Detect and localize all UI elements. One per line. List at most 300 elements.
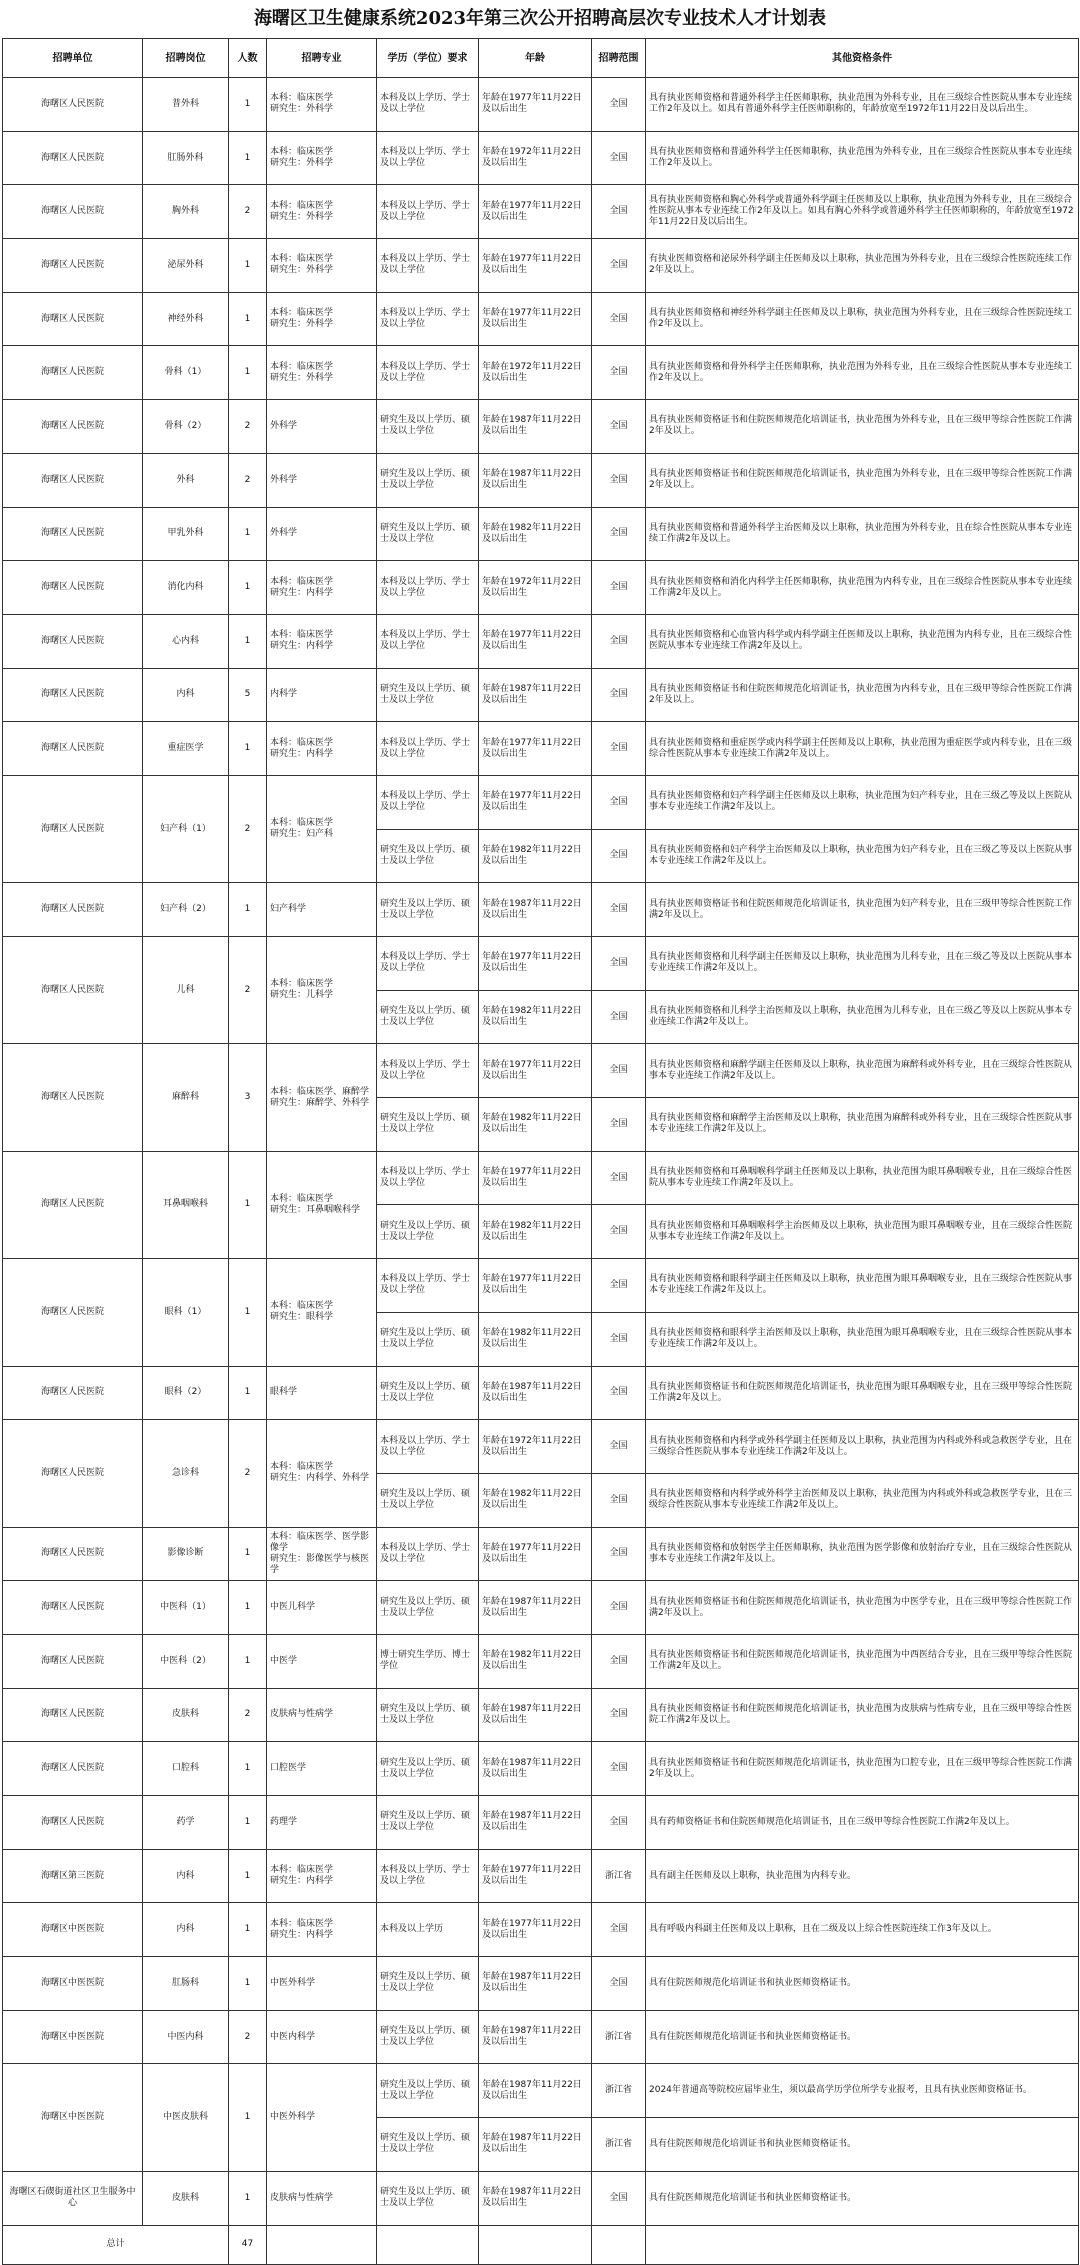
cell-major: 本科：临床医学、医学影像学 研究生：影像医学与核医学 xyxy=(267,1527,377,1581)
cell-major: 本科：临床医学 研究生：内科学 xyxy=(267,722,377,776)
cell-count: 1 xyxy=(229,131,267,185)
cell-education: 本科及以上学历、学士及以上学位 xyxy=(377,775,479,829)
cell-age: 年龄在1977年11月22日及以后出生 xyxy=(479,722,592,776)
cell-count: 2 xyxy=(229,400,267,454)
cell-conditions: 具有执业医师资格和妇产科学主治医师及以上职称，执业范围为妇产科专业，且在三级乙等及以上医院从事本专业连续工作满2年及以上。 xyxy=(646,829,1079,883)
cell-position: 甲乳外科 xyxy=(143,507,229,561)
cell-position: 皮肤科 xyxy=(143,1688,229,1742)
cell-major: 本科：临床医学 研究生：外科学 xyxy=(267,239,377,293)
col-header-major: 招聘专业 xyxy=(267,39,377,78)
cell-scope: 全国 xyxy=(592,1420,646,1474)
cell-position: 消化内科 xyxy=(143,561,229,615)
cell-conditions: 具有执业医师资格证书和住院医师规范化培训证书，执业范围为中西医结合专业，且在三级甲等综合性医院工作满2年及以上。 xyxy=(646,1634,1079,1688)
cell-education: 本科及以上学历、学士及以上学位 xyxy=(377,78,479,132)
cell-age: 年龄在1982年11月22日及以后出生 xyxy=(479,829,592,883)
cell-position: 中医科（1） xyxy=(143,1581,229,1635)
cell-unit: 海曙区人民医院 xyxy=(3,453,143,507)
table-row xyxy=(3,1259,1079,1313)
cell-unit: 海曙区人民医院 xyxy=(3,1742,143,1796)
cell-education: 本科及以上学历 xyxy=(377,1903,479,1957)
cell-age: 年龄在1982年11月22日及以后出生 xyxy=(479,1312,592,1366)
cell-scope: 全国 xyxy=(592,1634,646,1688)
cell-scope: 全国 xyxy=(592,668,646,722)
cell-age: 年龄在1987年11月22日及以后出生 xyxy=(479,883,592,937)
cell-count: 1 xyxy=(229,1151,267,1258)
table-row xyxy=(3,2010,1079,2064)
cell-major: 本科：临床医学 研究生：内科学 xyxy=(267,561,377,615)
cell-unit: 海曙区中医医院 xyxy=(3,2064,143,2171)
cell-education: 研究生及以上学历、硕士及以上学位 xyxy=(377,1581,479,1635)
cell-major: 中医儿科学 xyxy=(267,1581,377,1635)
cell-count: 1 xyxy=(229,1634,267,1688)
cell-unit: 海曙区人民医院 xyxy=(3,1259,143,1366)
cell-education: 本科及以上学历、学士及以上学位 xyxy=(377,1849,479,1903)
cell-major: 本科：临床医学 研究生：外科学 xyxy=(267,185,377,239)
cell-count: 1 xyxy=(229,507,267,561)
recruitment-table xyxy=(2,38,1079,2265)
cell-scope: 全国 xyxy=(592,1527,646,1581)
cell-major: 中医内科学 xyxy=(267,2010,377,2064)
cell-position: 急诊科 xyxy=(143,1420,229,1527)
cell-unit: 海曙区人民医院 xyxy=(3,561,143,615)
cell-count: 1 xyxy=(229,346,267,400)
cell-age: 年龄在1987年11月22日及以后出生 xyxy=(479,2118,592,2172)
cell-scope: 全国 xyxy=(592,185,646,239)
cell-count: 1 xyxy=(229,1903,267,1957)
cell-age: 年龄在1987年11月22日及以后出生 xyxy=(479,2064,592,2118)
cell-count: 2 xyxy=(229,185,267,239)
cell-unit: 海曙区人民医院 xyxy=(3,668,143,722)
cell-count: 1 xyxy=(229,614,267,668)
cell-education: 研究生及以上学历、硕士及以上学位 xyxy=(377,1205,479,1259)
cell-unit: 海曙区人民医院 xyxy=(3,1796,143,1850)
table-row xyxy=(3,78,1079,132)
col-header-position: 招聘岗位 xyxy=(143,39,229,78)
cell-education: 研究生及以上学历、硕士及以上学位 xyxy=(377,1473,479,1527)
cell-scope: 全国 xyxy=(592,937,646,991)
cell-position: 内科 xyxy=(143,668,229,722)
cell-education: 研究生及以上学历、硕士及以上学位 xyxy=(377,400,479,454)
cell-count: 1 xyxy=(229,1259,267,1366)
cell-scope: 全国 xyxy=(592,1366,646,1420)
col-header-count: 人数 xyxy=(229,39,267,78)
cell-count: 2 xyxy=(229,1688,267,1742)
cell-unit: 海曙区人民医院 xyxy=(3,1420,143,1527)
cell-position: 药学 xyxy=(143,1796,229,1850)
cell-major: 本科：临床医学 研究生：儿科学 xyxy=(267,937,377,1044)
table-row xyxy=(3,722,1079,776)
col-header-unit: 招聘单位 xyxy=(3,39,143,78)
cell-major: 眼科学 xyxy=(267,1366,377,1420)
cell-scope: 全国 xyxy=(592,1581,646,1635)
cell-position: 内科 xyxy=(143,1903,229,1957)
cell-scope: 全国 xyxy=(592,346,646,400)
cell-age: 年龄在1987年11月22日及以后出生 xyxy=(479,668,592,722)
cell-conditions: 具有执业医师资格和妇产科学副主任医师及以上职称，执业范围为妇产科专业，且在三级乙等及以上医院从事本专业连续工作满2年及以上。 xyxy=(646,775,1079,829)
table-row xyxy=(3,507,1079,561)
cell-major: 本科：临床医学 研究生：内科学 xyxy=(267,614,377,668)
cell-scope: 全国 xyxy=(592,722,646,776)
table-row xyxy=(3,1688,1079,1742)
cell-scope: 全国 xyxy=(592,1205,646,1259)
table-row xyxy=(3,1527,1079,1581)
cell-major: 本科：临床医学、麻醉学 研究生：麻醉学、外科学 xyxy=(267,1044,377,1151)
cell-education: 研究生及以上学历、硕士及以上学位 xyxy=(377,2064,479,2118)
cell-education: 研究生及以上学历、硕士及以上学位 xyxy=(377,507,479,561)
table-row xyxy=(3,239,1079,293)
page-title: 海曙区卫生健康系统2023年第三次公开招聘高层次专业技术人才计划表 xyxy=(253,8,827,29)
cell-age: 年龄在1977年11月22日及以后出生 xyxy=(479,937,592,991)
table-row xyxy=(3,1044,1079,1098)
cell-education: 本科及以上学历、学士及以上学位 xyxy=(377,185,479,239)
total-row xyxy=(3,2225,1079,2264)
cell-unit: 海曙区人民医院 xyxy=(3,614,143,668)
cell-position: 口腔科 xyxy=(143,1742,229,1796)
cell-education: 本科及以上学历、学士及以上学位 xyxy=(377,561,479,615)
cell-major: 中医外科学 xyxy=(267,2064,377,2171)
cell-education: 研究生及以上学历、硕士及以上学位 xyxy=(377,1688,479,1742)
total-blank-2 xyxy=(377,2225,479,2264)
cell-age: 年龄在1972年11月22日及以后出生 xyxy=(479,131,592,185)
cell-scope: 浙江省 xyxy=(592,2118,646,2172)
table-row xyxy=(3,1796,1079,1850)
cell-conditions: 具有执业医师资格和麻醉学主治医师及以上职称，执业范围为麻醉科或外科专业，且在三级综合性医院从事本专业连续工作满2年及以上。 xyxy=(646,1098,1079,1152)
cell-education: 研究生及以上学历、硕士及以上学位 xyxy=(377,2010,479,2064)
total-blank-5 xyxy=(646,2225,1079,2264)
cell-count: 1 xyxy=(229,239,267,293)
cell-age: 年龄在1977年11月22日及以后出生 xyxy=(479,1151,592,1205)
table-row xyxy=(3,2171,1079,2225)
cell-unit: 海曙区人民医院 xyxy=(3,400,143,454)
cell-position: 眼科（2） xyxy=(143,1366,229,1420)
cell-position: 麻醉科 xyxy=(143,1044,229,1151)
cell-conditions: 具有执业医师资格和眼科学副主任医师及以上职称，执业范围为眼耳鼻咽喉专业，且在三级综合性医院从事本专业连续工作满2年及以上。 xyxy=(646,1259,1079,1313)
col-header-education: 学历（学位）要求 xyxy=(377,39,479,78)
cell-conditions: 具有执业医师资格和内科学或外科学主治医师及以上职称，执业范围为内科或外科或急救医学专业，且在三级综合性医院从事本专业连续工作满2年及以上。 xyxy=(646,1473,1079,1527)
cell-conditions: 具有药师资格证书和住院医师规范化培训证书，且在三级甲等综合性医院工作满2年及以上。 xyxy=(646,1796,1079,1850)
cell-age: 年龄在1987年11月22日及以后出生 xyxy=(479,1581,592,1635)
cell-education: 研究生及以上学历、硕士及以上学位 xyxy=(377,1366,479,1420)
cell-count: 1 xyxy=(229,561,267,615)
cell-unit: 海曙区人民医院 xyxy=(3,1634,143,1688)
cell-unit: 海曙区人民医院 xyxy=(3,937,143,1044)
cell-position: 肛肠科 xyxy=(143,1957,229,2011)
cell-conditions: 具有执业医师资格和胸心外科学或普通外科学副主任医师及以上职称，执业范围为外科专业，且在三级综合性医院从事本专业连续工作2年及以上。如具有胸心外科学或普通外科学主任医师职称的，年龄放宽至1972年11月22日及以后出生。 xyxy=(646,185,1079,239)
cell-scope: 全国 xyxy=(592,1688,646,1742)
cell-unit: 海曙区人民医院 xyxy=(3,1151,143,1258)
cell-age: 年龄在1977年11月22日及以后出生 xyxy=(479,1044,592,1098)
cell-conditions: 具有执业医师资格和耳鼻咽喉科学主治医师及以上职称，执业范围为眼耳鼻咽喉专业，且在三级综合性医院从事本专业连续工作满2年及以上。 xyxy=(646,1205,1079,1259)
cell-position: 中医内科 xyxy=(143,2010,229,2064)
cell-scope: 全国 xyxy=(592,78,646,132)
cell-education: 本科及以上学历、学士及以上学位 xyxy=(377,1044,479,1098)
table-row xyxy=(3,400,1079,454)
cell-conditions: 具有执业医师资格证书和住院医师规范化培训证书，执业范围为内科专业，且在三级甲等综合性医院工作满2年及以上。 xyxy=(646,668,1079,722)
cell-unit: 海曙区人民医院 xyxy=(3,1527,143,1581)
cell-unit: 海曙区石碶街道社区卫生服务中心 xyxy=(3,2171,143,2225)
cell-unit: 海曙区人民医院 xyxy=(3,507,143,561)
cell-count: 3 xyxy=(229,1044,267,1151)
cell-conditions: 2024年普通高等院校应届毕业生，须以最高学历学位所学专业报考，且具有执业医师资格证书。 xyxy=(646,2064,1079,2118)
cell-scope: 浙江省 xyxy=(592,2010,646,2064)
cell-conditions: 具有执业医师资格证书和住院医师规范化培训证书，执业范围为口腔专业，且在三级甲等综合性医院工作满2年及以上。 xyxy=(646,1742,1079,1796)
cell-unit: 海曙区人民医院 xyxy=(3,239,143,293)
cell-age: 年龄在1972年11月22日及以后出生 xyxy=(479,1420,592,1474)
cell-age: 年龄在1977年11月22日及以后出生 xyxy=(479,239,592,293)
table-row xyxy=(3,668,1079,722)
cell-scope: 全国 xyxy=(592,2171,646,2225)
table-row xyxy=(3,561,1079,615)
table-row xyxy=(3,346,1079,400)
cell-count: 2 xyxy=(229,937,267,1044)
cell-major: 中医学 xyxy=(267,1634,377,1688)
cell-position: 妇产科（2） xyxy=(143,883,229,937)
cell-education: 研究生及以上学历、硕士及以上学位 xyxy=(377,1742,479,1796)
cell-count: 2 xyxy=(229,453,267,507)
cell-scope: 浙江省 xyxy=(592,2064,646,2118)
cell-count: 5 xyxy=(229,668,267,722)
cell-count: 1 xyxy=(229,883,267,937)
table-row xyxy=(3,614,1079,668)
cell-age: 年龄在1977年11月22日及以后出生 xyxy=(479,1259,592,1313)
table-row xyxy=(3,185,1079,239)
cell-position: 眼科（1） xyxy=(143,1259,229,1366)
cell-education: 研究生及以上学历、硕士及以上学位 xyxy=(377,1312,479,1366)
cell-conditions: 具有住院医师规范化培训证书和执业医师资格证书。 xyxy=(646,1957,1079,2011)
cell-education: 研究生及以上学历、硕士及以上学位 xyxy=(377,1796,479,1850)
cell-education: 本科及以上学历、学士及以上学位 xyxy=(377,1527,479,1581)
cell-conditions: 有执业医师资格和泌尿外科学副主任医师及以上职称，执业范围为外科专业，且在三级综合性医院连续工作2年及以上。 xyxy=(646,239,1079,293)
table-row xyxy=(3,1634,1079,1688)
cell-scope: 全国 xyxy=(592,1098,646,1152)
cell-major: 本科：临床医学 研究生：外科学 xyxy=(267,131,377,185)
cell-position: 外科 xyxy=(143,453,229,507)
cell-conditions: 具有执业医师资格证书和住院医师规范化培训证书，执业范围为皮肤病与性病专业，且在三级甲等综合性医院工作满2年及以上。 xyxy=(646,1688,1079,1742)
cell-conditions: 具有执业医师资格和普通外科学主治医师及以上职称，执业范围为外科专业，且在综合性医院从事本专业连续工作满2年及以上。 xyxy=(646,507,1079,561)
cell-major: 外科学 xyxy=(267,507,377,561)
cell-scope: 全国 xyxy=(592,561,646,615)
cell-position: 骨科（1） xyxy=(143,346,229,400)
table-header-row xyxy=(3,39,1079,78)
cell-age: 年龄在1977年11月22日及以后出生 xyxy=(479,775,592,829)
cell-age: 年龄在1977年11月22日及以后出生 xyxy=(479,292,592,346)
cell-conditions: 具有执业医师资格和普通外科学主任医师职称，执业范围为外科专业，且在三级综合性医院从事本专业连续工作2年及以上。如具有普通外科学主任医师职称的，年龄放宽至1972年11月22日及以后出生。 xyxy=(646,78,1079,132)
table-row xyxy=(3,883,1079,937)
cell-scope: 全国 xyxy=(592,1259,646,1313)
cell-unit: 海曙区第三医院 xyxy=(3,1849,143,1903)
cell-position: 泌尿外科 xyxy=(143,239,229,293)
cell-count: 1 xyxy=(229,2064,267,2171)
cell-major: 皮肤病与性病学 xyxy=(267,2171,377,2225)
cell-major: 内科学 xyxy=(267,668,377,722)
table-row xyxy=(3,1420,1079,1474)
cell-count: 2 xyxy=(229,2010,267,2064)
cell-scope: 全国 xyxy=(592,131,646,185)
total-blank-3 xyxy=(479,2225,592,2264)
table-row xyxy=(3,2064,1079,2118)
cell-major: 本科：临床医学 研究生：眼科学 xyxy=(267,1259,377,1366)
cell-scope: 全国 xyxy=(592,1903,646,1957)
cell-unit: 海曙区中医医院 xyxy=(3,2010,143,2064)
cell-count: 2 xyxy=(229,775,267,882)
cell-education: 研究生及以上学历、硕士及以上学位 xyxy=(377,2171,479,2225)
col-header-scope: 招聘范围 xyxy=(592,39,646,78)
cell-scope: 全国 xyxy=(592,1151,646,1205)
cell-scope: 全国 xyxy=(592,1742,646,1796)
cell-position: 神经外科 xyxy=(143,292,229,346)
cell-unit: 海曙区人民医院 xyxy=(3,883,143,937)
cell-age: 年龄在1977年11月22日及以后出生 xyxy=(479,1527,592,1581)
cell-scope: 全国 xyxy=(592,400,646,454)
cell-conditions: 具有执业医师资格和内科学或外科学副主任医师及以上职称，执业范围为内科或外科或急救医学专业，且在三级综合性医院从事本专业连续工作满2年及以上。 xyxy=(646,1420,1079,1474)
cell-position: 胸外科 xyxy=(143,185,229,239)
col-header-age: 年龄 xyxy=(479,39,592,78)
cell-count: 1 xyxy=(229,78,267,132)
cell-conditions: 具有执业医师资格和重症医学或内科学副主任医师及以上职称，执业范围为重症医学或内科专业，且在三级综合性医院从事本专业连续工作满2年及以上。 xyxy=(646,722,1079,776)
cell-position: 内科 xyxy=(143,1849,229,1903)
cell-conditions: 具有住院医师规范化培训证书和执业医师资格证书。 xyxy=(646,2171,1079,2225)
cell-conditions: 具有执业医师资格和儿科学主治医师及以上职称，执业范围为儿科专业，且在三级乙等及以上医院从事本专业连续工作满2年及以上。 xyxy=(646,990,1079,1044)
cell-scope: 全国 xyxy=(592,292,646,346)
cell-conditions: 具有执业医师资格和儿科学副主任医师及以上职称，执业范围为儿科专业，且在三级乙等及以上医院从事本专业连续工作满2年及以上。 xyxy=(646,937,1079,991)
cell-education: 本科及以上学历、学士及以上学位 xyxy=(377,239,479,293)
cell-major: 本科：临床医学 研究生：外科学 xyxy=(267,346,377,400)
cell-scope: 全国 xyxy=(592,1044,646,1098)
cell-major: 本科：临床医学 研究生：内科学 xyxy=(267,1849,377,1903)
cell-scope: 浙江省 xyxy=(592,1849,646,1903)
cell-scope: 全国 xyxy=(592,990,646,1044)
table-row xyxy=(3,453,1079,507)
cell-conditions: 具有执业医师资格证书和住院医师规范化培训证书，执业范围为中医学专业，且在三级甲等综合性医院工作满2年及以上。 xyxy=(646,1581,1079,1635)
table-row xyxy=(3,1849,1079,1903)
cell-conditions: 具有执业医师资格和放射医学主任医师职称，执业范围为医学影像和放射治疗专业，且在三级综合性医院从事本专业连续工作满2年及以上。 xyxy=(646,1527,1079,1581)
cell-major: 外科学 xyxy=(267,453,377,507)
cell-education: 本科及以上学历、学士及以上学位 xyxy=(377,1151,479,1205)
cell-position: 中医皮肤科 xyxy=(143,2064,229,2171)
cell-education: 研究生及以上学历、硕士及以上学位 xyxy=(377,453,479,507)
cell-education: 研究生及以上学历、硕士及以上学位 xyxy=(377,829,479,883)
cell-major: 皮肤病与性病学 xyxy=(267,1688,377,1742)
cell-age: 年龄在1977年11月22日及以后出生 xyxy=(479,1903,592,1957)
cell-scope: 全国 xyxy=(592,239,646,293)
cell-scope: 全国 xyxy=(592,829,646,883)
table-body xyxy=(3,78,1079,2265)
cell-education: 本科及以上学历、学士及以上学位 xyxy=(377,722,479,776)
cell-age: 年龄在1987年11月22日及以后出生 xyxy=(479,1957,592,2011)
cell-education: 研究生及以上学历、硕士及以上学位 xyxy=(377,990,479,1044)
table-row xyxy=(3,1151,1079,1205)
cell-conditions: 具有执业医师资格证书和住院医师规范化培训证书，执业范围为眼耳鼻咽喉专业，且在三级甲等综合性医院工作满2年及以上。 xyxy=(646,1366,1079,1420)
cell-position: 皮肤科 xyxy=(143,2171,229,2225)
cell-major: 口腔医学 xyxy=(267,1742,377,1796)
cell-scope: 全国 xyxy=(592,507,646,561)
cell-conditions: 具有执业医师资格和心血管内科学或内科学副主任医师及以上职称，执业范围为内科专业，且在三级综合性医院从事本专业连续工作满2年及以上。 xyxy=(646,614,1079,668)
cell-major: 药理学 xyxy=(267,1796,377,1850)
cell-major: 中医外科学 xyxy=(267,1957,377,2011)
cell-scope: 全国 xyxy=(592,883,646,937)
cell-age: 年龄在1982年11月22日及以后出生 xyxy=(479,1473,592,1527)
cell-position: 肛肠外科 xyxy=(143,131,229,185)
cell-education: 本科及以上学历、学士及以上学位 xyxy=(377,937,479,991)
cell-education: 本科及以上学历、学士及以上学位 xyxy=(377,346,479,400)
total-blank-4 xyxy=(592,2225,646,2264)
cell-count: 1 xyxy=(229,292,267,346)
table-row xyxy=(3,131,1079,185)
cell-position: 耳鼻咽喉科 xyxy=(143,1151,229,1258)
cell-count: 1 xyxy=(229,1849,267,1903)
cell-scope: 全国 xyxy=(592,1312,646,1366)
cell-count: 1 xyxy=(229,1796,267,1850)
table-row xyxy=(3,1903,1079,1957)
table-row xyxy=(3,292,1079,346)
cell-education: 本科及以上学历、学士及以上学位 xyxy=(377,1259,479,1313)
cell-count: 1 xyxy=(229,1957,267,2011)
cell-scope: 全国 xyxy=(592,1796,646,1850)
cell-age: 年龄在1987年11月22日及以后出生 xyxy=(479,1688,592,1742)
cell-scope: 全国 xyxy=(592,1473,646,1527)
cell-conditions: 具有呼吸内科副主任医师及以上职称，且在二级及以上综合性医院连续工作3年及以上。 xyxy=(646,1903,1079,1957)
cell-education: 本科及以上学历、学士及以上学位 xyxy=(377,1420,479,1474)
cell-unit: 海曙区人民医院 xyxy=(3,775,143,882)
cell-major: 本科：临床医学 研究生：外科学 xyxy=(267,78,377,132)
cell-unit: 海曙区中医医院 xyxy=(3,1957,143,2011)
cell-age: 年龄在1987年11月22日及以后出生 xyxy=(479,2010,592,2064)
cell-count: 2 xyxy=(229,1420,267,1527)
table-row xyxy=(3,937,1079,991)
cell-conditions: 具有住院医师规范化培训证书和执业医师资格证书。 xyxy=(646,2118,1079,2172)
cell-position: 影像诊断 xyxy=(143,1527,229,1581)
cell-position: 普外科 xyxy=(143,78,229,132)
cell-age: 年龄在1977年11月22日及以后出生 xyxy=(479,185,592,239)
cell-age: 年龄在1977年11月22日及以后出生 xyxy=(479,1849,592,1903)
cell-conditions: 具有执业医师资格证书和住院医师规范化培训证书，执业范围为外科专业，且在三级甲等综合性医院工作满2年及以上。 xyxy=(646,453,1079,507)
cell-age: 年龄在1987年11月22日及以后出生 xyxy=(479,1366,592,1420)
cell-scope: 全国 xyxy=(592,775,646,829)
cell-count: 1 xyxy=(229,722,267,776)
cell-age: 年龄在1987年11月22日及以后出生 xyxy=(479,2171,592,2225)
cell-conditions: 具有执业医师资格和眼科学主治医师及以上职称，执业范围为眼耳鼻咽喉专业，且在三级综合性医院从事本专业连续工作满2年及以上。 xyxy=(646,1312,1079,1366)
cell-major: 本科：临床医学 研究生：内科学、外科学 xyxy=(267,1420,377,1527)
cell-unit: 海曙区人民医院 xyxy=(3,131,143,185)
cell-unit: 海曙区人民医院 xyxy=(3,346,143,400)
cell-conditions: 具有执业医师资格和消化内科学主任医师职称，执业范围为内科专业，且在三级综合性医院从事本专业连续工作满2年及以上。 xyxy=(646,561,1079,615)
cell-education: 研究生及以上学历、硕士及以上学位 xyxy=(377,883,479,937)
cell-age: 年龄在1982年11月22日及以后出生 xyxy=(479,507,592,561)
cell-unit: 海曙区人民医院 xyxy=(3,78,143,132)
cell-conditions: 具有住院医师规范化培训证书和执业医师资格证书。 xyxy=(646,2010,1079,2064)
cell-unit: 海曙区人民医院 xyxy=(3,292,143,346)
cell-age: 年龄在1982年11月22日及以后出生 xyxy=(479,1634,592,1688)
cell-age: 年龄在1977年11月22日及以后出生 xyxy=(479,78,592,132)
col-header-conditions: 其他资格条件 xyxy=(646,39,1079,78)
cell-education: 研究生及以上学历、硕士及以上学位 xyxy=(377,668,479,722)
cell-conditions: 具有副主任医师及以上职称，执业范围为内科专业。 xyxy=(646,1849,1079,1903)
table-row xyxy=(3,1957,1079,2011)
cell-age: 年龄在1982年11月22日及以后出生 xyxy=(479,990,592,1044)
cell-age: 年龄在1972年11月22日及以后出生 xyxy=(479,346,592,400)
cell-major: 本科：临床医学 研究生：妇产科 xyxy=(267,775,377,882)
cell-conditions: 具有执业医师资格证书和住院医师规范化培训证书，执业范围为妇产科专业，且在三级甲等综合性医院工作满2年及以上。 xyxy=(646,883,1079,937)
cell-conditions: 具有执业医师资格和神经外科学副主任医师及以上职称，执业范围为外科专业，且在三级综合性医院连续工作2年及以上。 xyxy=(646,292,1079,346)
total-blank-1 xyxy=(267,2225,377,2264)
cell-age: 年龄在1987年11月22日及以后出生 xyxy=(479,400,592,454)
cell-education: 本科及以上学历、学士及以上学位 xyxy=(377,131,479,185)
cell-major: 本科：临床医学 研究生：外科学 xyxy=(267,292,377,346)
cell-unit: 海曙区人民医院 xyxy=(3,722,143,776)
cell-position: 心内科 xyxy=(143,614,229,668)
table-row xyxy=(3,1742,1079,1796)
cell-scope: 全国 xyxy=(592,614,646,668)
